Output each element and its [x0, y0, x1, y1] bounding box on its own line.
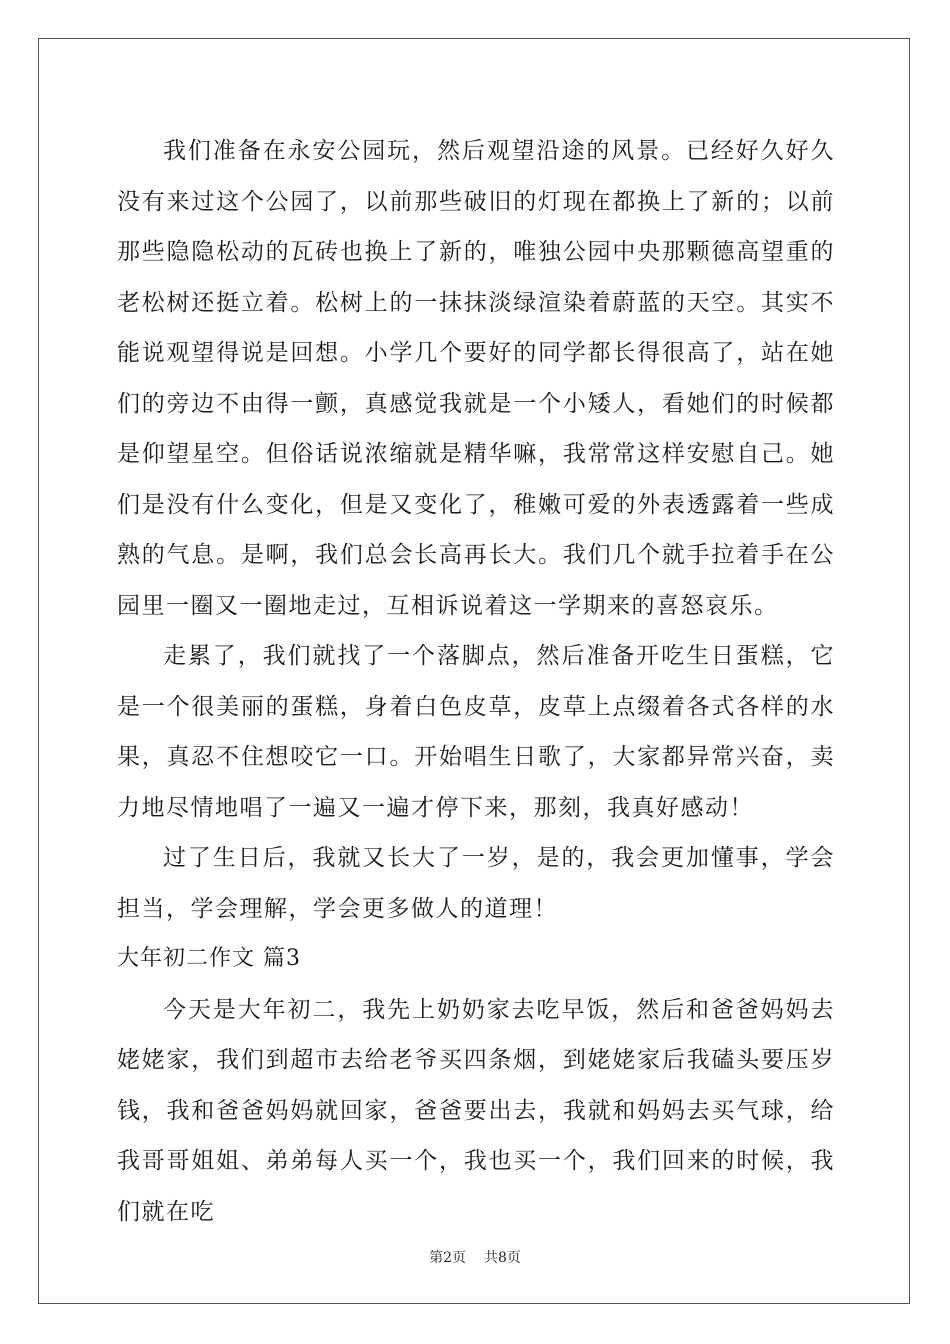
paragraph: 我们准备在永安公园玩，然后观望沿途的风景。已经好久好久没有来过这个公园了，以前那些破旧的灯现在都换上了新的；以前那些隐隐松动的瓦砖也换上了新的，唯独公园中央那颗德高望重的老松树还挺立着。松树上的一抹抹淡绿渲染着蔚蓝的天空。其实不能说观望得说是回想。小学几个要好的同学都长得很高了，站在她们的旁边不由得一颤，真感觉我就是一个小矮人，看她们的时候都是仰望星空。但俗话说浓缩就是精华嘛，我常常这样安慰自己。她们是没有什么变化，但是又变化了，稚嫩可爱的外表透露着一些成熟的气息。是啊，我们总会长高再长大。我们几个就手拉着手在公园里一圈又一圈地走过，互相诉说着这一学期来的喜怒哀乐。 [117, 138, 835, 619]
document-body [117, 126, 835, 1237]
paragraph: 今天是大年初二，我先上奶奶家去吃早饭，然后和爸爸妈妈去姥姥家，我们到超市去给老爷买四条烟，到姥姥家后我磕头要压岁钱，我和爸爸妈妈就回家，爸爸要出去，我就和妈妈去买气球，给我哥哥姐姐、弟弟每人买一个，我也买一个，我们回来的时候，我们就在吃 [117, 996, 835, 1225]
paragraph: 走累了，我们就找了一个落脚点，然后准备开吃生日蛋糕，它是一个很美丽的蛋糕，身着白色皮草，皮草上点缀着各式各样的水果，真忍不住想咬它一口。开始唱生日歌了，大家都异常兴奋，卖力地尽情地唱了一遍又一遍才停下来，那刻，我真好感动！ [117, 643, 835, 821]
section-heading: 大年初二作文 篇3 [117, 946, 301, 971]
page-footer [0, 1247, 950, 1267]
page-total: 共8页 [484, 1250, 521, 1266]
paragraph: 过了生日后，我就又长大了一岁，是的，我会更加懂事，学会担当，学会理解，学会更多做人的道理！ [117, 845, 835, 922]
page-number: 第2页 [429, 1250, 466, 1266]
